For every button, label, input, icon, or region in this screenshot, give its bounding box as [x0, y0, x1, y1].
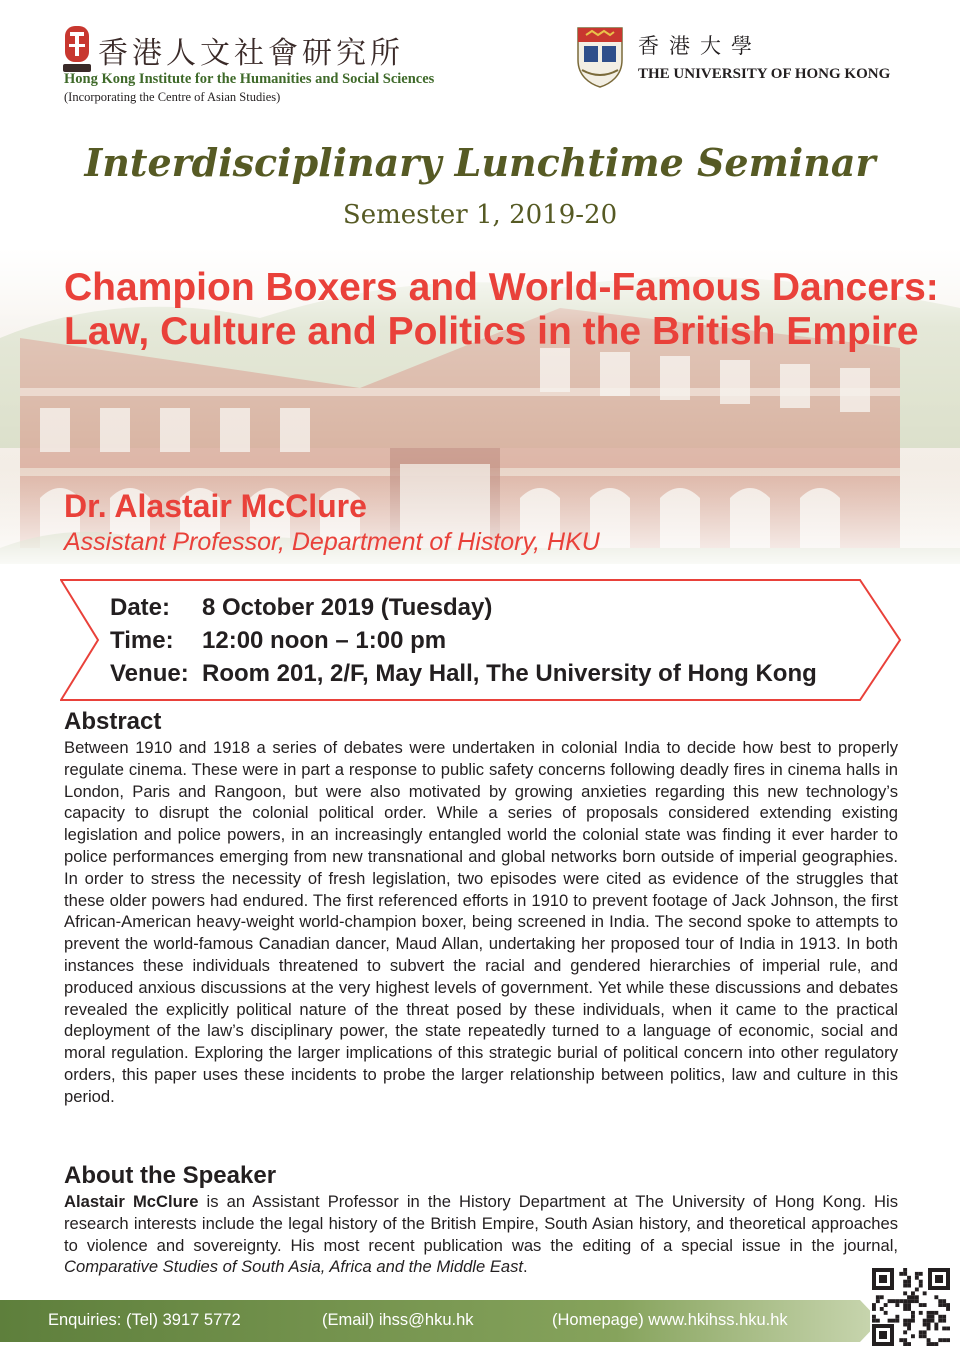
speaker-bio [64, 1191, 898, 1278]
university-chinese-name: 香港大學 [638, 34, 762, 58]
qr-code-icon[interactable] [870, 1266, 952, 1348]
hkihss-seal-icon [60, 24, 94, 74]
date-label: Date: [110, 594, 171, 621]
footer-email[interactable]: (Email) ihss@hku.hk [322, 1311, 474, 1329]
speaker-bio-end: . [523, 1257, 528, 1277]
time-label: Time: [110, 627, 174, 654]
speaker-bio-name: Alastair McClure [64, 1192, 199, 1211]
event-venue-row [110, 660, 817, 688]
hku-logo [576, 26, 916, 98]
about-speaker-heading: About the Speaker [64, 1162, 277, 1189]
journal-title: Comparative Studies of South Asia, Africa and the Middle East [64, 1257, 524, 1277]
speaker-name: Dr. Alastair McClure [64, 488, 367, 524]
time-value: 12:00 noon – 1:00 pm [202, 627, 447, 654]
date-value: 8 October 2019 (Tuesday) [202, 594, 493, 621]
speaker-bio-text: is an Assistant Professor in the History Department at The University of Hong Kong. His research interests include the legal history of the British Empire, South Asian history, and theoretical approaches to violence and sovereignty. His most recent publication was the editing of a special issue in the journal, [64, 1192, 898, 1255]
venue-value: Room 201, 2/F, May Hall, The University of Hong Kong [202, 660, 817, 687]
hku-crest-icon [576, 26, 624, 88]
institute-english-name: Hong Kong Institute for the Humanities and Social Sciences [64, 71, 435, 87]
university-english-name: THE UNIVERSITY OF HONG KONG [638, 66, 891, 82]
abstract-heading: Abstract [64, 708, 162, 735]
speaker-role: Assistant Professor, Department of History, HKU [64, 528, 600, 556]
hkihss-logo [60, 24, 520, 108]
institute-chinese-name: 香港人文社會研究所 [98, 36, 404, 71]
footer-homepage[interactable]: (Homepage) www.hkihss.hku.hk [552, 1311, 788, 1329]
seminar-title: Interdisciplinary Lunchtime Seminar [84, 140, 876, 185]
talk-title: Champion Boxers and World-Famous Dancers: Law, Culture and Politics in the British Empire [64, 266, 939, 353]
semester-label: Semester 1, 2019-20 [342, 200, 618, 230]
venue-label: Venue: [110, 660, 189, 687]
event-date-row [110, 594, 492, 622]
event-info-box [60, 578, 902, 702]
institute-subtitle: (Incorporating the Centre of Asian Studies) [64, 90, 281, 104]
abstract-text: Between 1910 and 1918 a series of debates were undertaken in colonial India to decide how best to properly regulate cinema. These were in part a response to public safety concerns following deadly fires in cinema halls in London, Paris and Rangoon, but were also motivated by growing anxieties regarding this new technology’s capacity to disrupt the colonial political order. While a series of proposals considered extending existing legislation and police powers, in an increasingly entangled world the colonial state was finding it ever harder to police performances emerging from new transnational and global networks born outside of imperial geographies. In order to stress the necessity of fresh legislation, two episodes were cited as evidence of the struggles that these older powers had endured. The first referenced efforts in 1910 to prevent footage of Jack Johnson, the first African-American heavy-weight world-champion boxer, being screened in India. The second spoke to attempts to prevent the world-famous Canadian dancer, Maud Allan, undertaking her proposed tour of India in 1913. In both instances these individuals threatened to subvert the racial and gendered hierarchies of imperial rule, and produced anxious discussions at the very highest levels of government. Yet while these discussions and debates revealed the explicitly political nature of the threat posed by these individuals, when it came to the practical deployment of the law’s disciplinary power, the state repeatedly turned to a language of economic, social and moral regulation. Exploring the larger implications of this strategic burial of political concern into other regulatory orders, this paper uses these incidents to probe the larger relationship between politics, law and culture in this period. [64, 738, 898, 1106]
event-time-row [110, 627, 446, 655]
footer-bar [0, 1300, 960, 1342]
footer-enquiries: Enquiries: (Tel) 3917 5772 [48, 1311, 241, 1329]
